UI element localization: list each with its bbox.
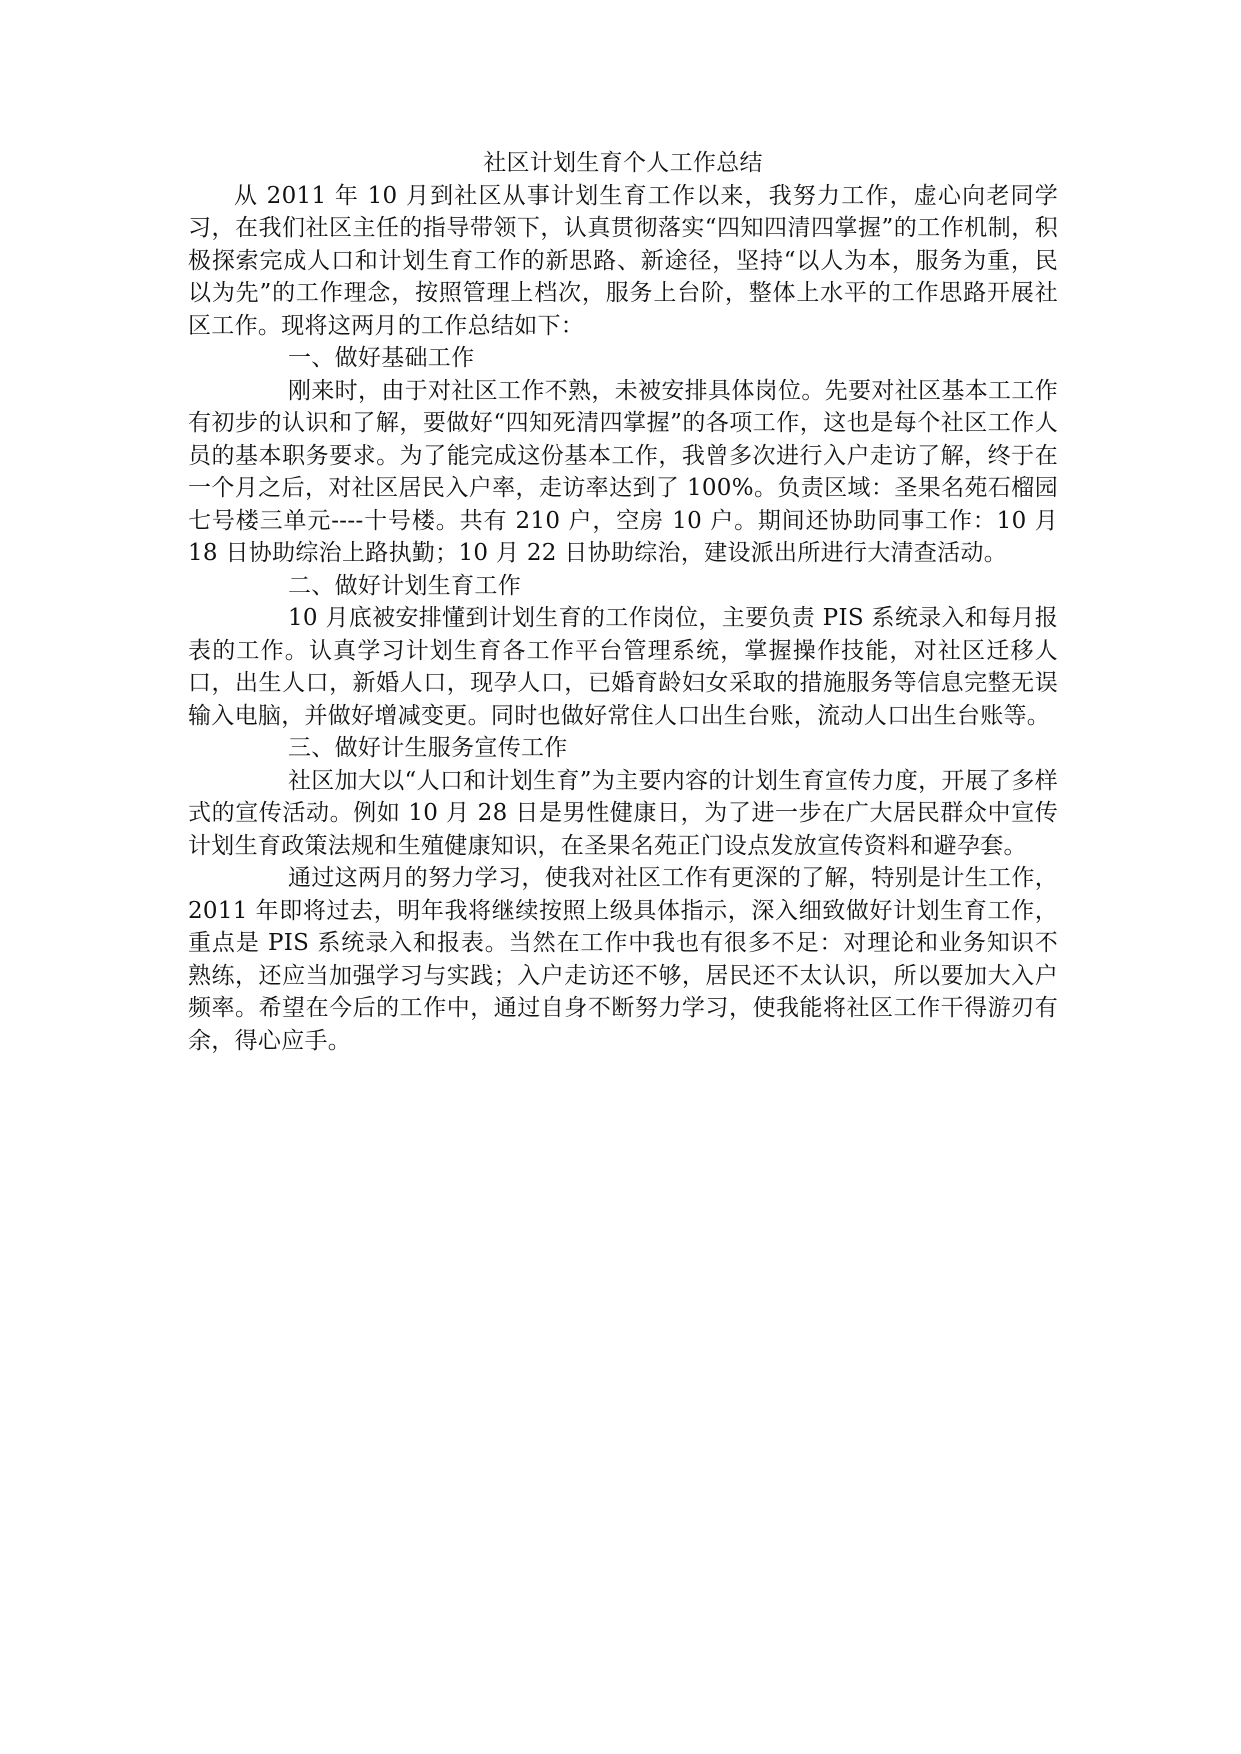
section-body-family-planning: 10 月底被安排懂到计划生育的工作岗位，主要负责 PIS 系统录入和每月报表的工作。认真学习计划生育各工作平台管理系统，掌握操作技能，对社区迁移人口，出生人口，新婚人口，现孕人口，已婚育龄妇女采取的措施服务等信息完整无误输入电脑，并做好增减变更。同时也做好常住人口出生台账，流动人口出生台账等。 [188, 605, 1058, 729]
section-body-publicity: 社区加大以“人口和计划生育”为主要内容的计划生育宣传力度，开展了多样式的宣传活动。例如 10 月 28 日是男性健康日，为了进一步在广大居民群众中宣传计划生育政策法规和生殖健康知识，在圣果名苑正门设点发放宣传资料和避孕套。 [188, 767, 1058, 859]
section-heading-family-planning: 二、做好计划生育工作 [288, 572, 521, 599]
intro-paragraph: 从 2011 年 10 月到社区从事计划生育工作以来，我努力工作，虚心向老同学习，在我们社区主任的指导带领下，认真贯彻落实“四知四清四掌握”的工作机制，积极探索完成人口和计划生育工作的新思路、新途径，坚持“以人为本，服务为重，民以为先”的工作理念，按照管理上档次，服务上台阶，整体上水平的工作思路开展社区工作。现将这两月的工作总结如下： [188, 182, 1058, 339]
section-heading-basic-work: 一、做好基础工作 [288, 345, 475, 371]
document-body [188, 147, 1058, 1057]
section-heading-publicity: 三、做好计生服务宣传工作 [288, 735, 568, 761]
conclusion-paragraph: 通过这两月的努力学习，使我对社区工作有更深的了解，特别是计生工作，2011 年即将过去，明年我将继续按照上级具体指示，深入细致做好计划生育工作，重点是 PIS 系统录入和报表。当然在工作中我也有很多不足：对理论和业务知识不熟练，还应当加强学习与实践；入户走访还不够，居民还不太认识，所以要加大入户频率。希望在今后的工作中，通过自身不断努力学习，使我能将社区工作干得游刃有余，得心应手。 [188, 865, 1058, 1054]
document-title: 社区计划生育个人工作总结 [483, 150, 763, 176]
section-body-basic-work: 刚来时，由于对社区工作不熟，未被安排具体岗位。先要对社区基本工工作有初步的认识和了解，要做好“四知死清四掌握”的各项工作，这也是每个社区工作人员的基本职务要求。为了能完成这份基本工作，我曾多次进行入户走访了解，终于在一个月之后，对社区居民入户率，走访率达到了 100%。负责区域：圣果名苑石榴园七号楼三单元----十号楼。共有 210 户，空房 10 户。期间还协助同事工作：10 月 18 日协助综治上路执勤；10 月 22 日协助综治，建设派出所进行大清查活动。 [188, 377, 1058, 566]
